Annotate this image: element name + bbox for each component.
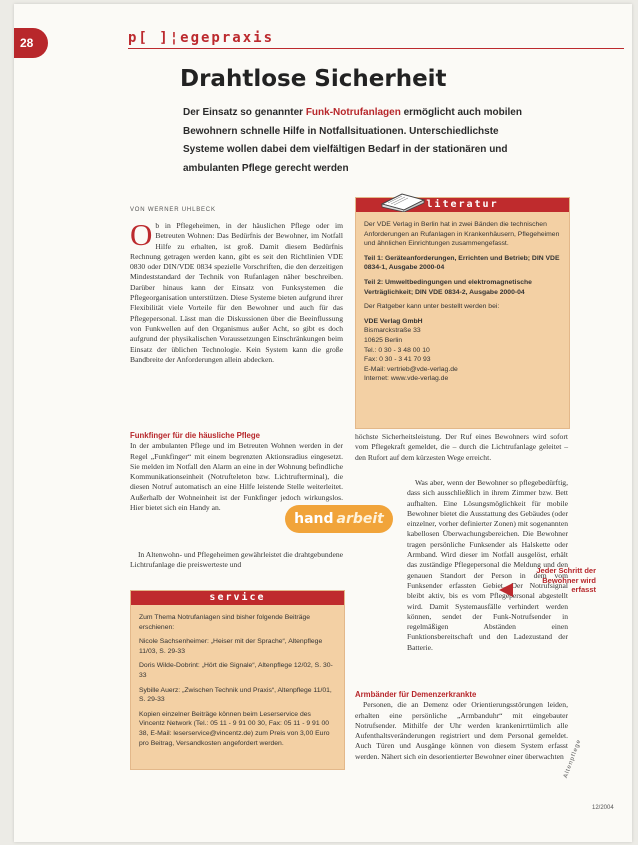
publisher-street: Bismarckstraße 33 [364,327,421,335]
badge-hand: hand [294,511,334,527]
literatur-box-body [364,220,561,384]
literatur-box-heading: literatur [356,198,569,212]
callout-arrow-icon [499,583,513,597]
callout-quote: Jeder Schritt der Bewohner wird erfasst [536,566,596,594]
edition-date: 12/2004 [592,805,614,811]
drop-cap: O [130,217,153,252]
literatur-part-1: Teil 1: Geräteanforderungen, Errichten und Betrieb; DIN VDE 0834-1, Ausgabe 2000-04 [364,254,560,272]
service-box-body [139,613,336,753]
book-icon [380,186,426,212]
publisher-web: Internet: www.vde-verlag.de [364,375,449,383]
paragraph-intro: b in Pflegeheimen, in der häuslichen Pflege oder im Betreuten Wohnen: Das Bedürfnis der Bewohner, im Notfall Hilfe zu erhalten, ist groß. Damit diesem Bedürfnis Rechnung getragen werden kann, gibt es seit den Richtlinien VDE 0830 oder DIN/VDE 0834 spezielle Vorschriften, die den derzeitigen Mindeststandard der Technik von Rufanlagen näher beschreiben. Darüber hinaus kann der Einsatz von Funksystemen die Pflegeorganisation unterstützen. Diese Systeme bieten aufgrund ihrer Flexibilität viele Vorteile für den Bewohner und auch für das Pflegepersonal. Lässt man die Diskussionen über die Beeinflussung von Funkwellen auf den Organismus außer Acht, so gibt es doch aufgrund der physikalischen Voraussetzungen Einschränkungen beim Einsatz der üblichen Technologie. Kein System kann die große Bandbreite der Anforderungen allein abdecken. [130,221,343,364]
paragraph-sicherheit: höchste Sicherheitsleistung. Der Ruf eines Bewohners wird sofort vom Pflegekraft gemeldet, die – durch die Lichtrufanlage geleitet – den Rufort auf dem kürzesten Wege erreicht. [355,432,568,462]
literatur-box [355,197,570,429]
literatur-order: Der Ratgeber kann unter bestellt werden bei: [364,303,500,311]
service-order-info: Kopien einzelner Beiträge können beim Leserservice des Vincentz Network (Tel.: 05 11 - 9 91 00 30, Fax: 05 11 - 9 91 00 38, E-Mail: leserservice@vincentz.de) zum Preis von 3,00 Euro pro Beitrag, Versandkosten angefordert werden. [139,710,330,747]
paragraph-mobil: Was aber, wenn der Bewohner so pflegebedürftig, dass sich ausschließlich in ihrem Zimmer bzw. Bett aufhalten. Eine Lösungsmöglichkeit für mobile Bewohner bietet die Ausstattung des Gebäudes (oder einzelner, vorher definierter Zonen) mit sogenannten kabellosen Überwachungsbereichen. Die Bewohner tragen persönliche Funksender als Halskette oder Armband. Wird dieser im Notfall ausgelöst, erhält das zuständige Pflegepersonal die Meldung und den genauen Standort der Person in dem vom Funksender erfassten Gebiet. Der Notrufsignal bleibt aktiv, bis es vom Pflegepersonal abgestellt wird. Damit Systemausfälle verhindert werden können, sendet der Funk-Notrufsender in regelmäßigen Abständen einen Funktionsbereitschaft und den Ladezustand der Batterie. [407,478,568,652]
service-box-heading: service [131,591,344,605]
section-rubric: p[ ]¦egepraxis [128,30,275,46]
paragraph-armbaender: Personen, die an Demenz oder Orientierungsstörungen leiden, erhalten eine persönliche „Armbanduhr“ mit eingebauter Notrufsender. Mithilfe der Uhr werden krankenirrtümlich alle Aufenthaltsveränderungen registriert und dem Personal gemeldet. Auch Türen und Ausgänge können von diesem System erfasst werden. Nähert sich ein desorientierter Bewohner einer überwachten [355,700,568,761]
service-ref-3: Sybille Auerz: „Zwischen Technik und Praxis“, Altenpflege 11/01, S. 29-33 [139,686,332,704]
service-intro: Zum Thema Notrufanlagen sind bisher folgende Beiträge erschienen: [139,614,311,631]
left-column-bottom [130,550,343,571]
byline: VON WERNER UHLBECK [130,207,216,213]
left-column-top [130,217,343,365]
paragraph-heime: In Altenwohn- und Pflegeheimen gewährleistet die drahtgebundene Lichtrufanlage die preiswerteste und [130,550,343,570]
literatur-intro: Der VDE Verlag in Berlin hat in zwei Bänden die technischen Anforderungen an Rufanlagen in Krankenhäusern, Pflegeheimen und ähnlichen Einrichtungen zusammengefasst. [364,221,560,248]
edition-stamp: Altenpflege [563,738,583,780]
article-title: Drahtlose Sicherheit [180,66,447,92]
handarbeit-badge [285,505,393,533]
lead-text-rest: ermöglicht auch mobilen Bewohnern schnelle Hilfe in Notfallsituationen. Unterschiedlichste Systeme wollen dabei dem vielfältigen Bedarf in der stationären und ambulanten Pflege gerecht werden [183,107,522,174]
publisher-email: E-Mail: vertrieb@vde-verlag.de [364,365,458,373]
lead-text: Der Einsatz so genannter [183,107,306,118]
publisher-phone: Tel.: 0 30 - 3 48 00 10 [364,346,430,354]
service-box [130,590,345,770]
publisher-fax: Fax: 0 30 - 3 41 70 93 [364,356,431,364]
paragraph-funkfinger: In der ambulanten Pflege und im Betreuten Wohnen werden in der Regel „Funkfinger“ mit einem begrenzten Aktionsradius eingesetzt. Sie melden im Notfall den Alarm an eine in der Wohnung befindliche Kommunikationseinheit (Notrufteleton bzw. Lichtrufterminal), die diesen Notruf automatisch an eine Hilfe leistende Stelle weiterleitet. Außerhalb der Wohneinheit ist der Funkfinger jedoch wirkungslos. Hier bietet sich ein Handy an. [130,441,343,513]
service-ref-1: Nicole Sachsenheimer: „Heiser mit der Sprache“, Altenpflege 11/03, S. 29-33 [139,638,323,655]
service-ref-2: Doris Wilde-Dobrint: „Hört die Signale“, Altenpflege 12/02, S. 30-33 [139,662,333,679]
publisher-city: 10625 Berlin [364,336,403,344]
subhead-armbaender: Armbänder für Demenzerkrankte [355,690,477,699]
publisher-name: VDE Verlag GmbH [364,317,423,325]
header-rule [128,48,624,49]
lead-highlight: Funk-Notrufanlagen [305,107,401,118]
page-number: 28 [14,28,48,58]
literatur-part-2: Teil 2: Umweltbedingungen und elektromagnetische Verträglichkeit; DIN VDE 0834-2, Ausgabe 2000-04 [364,278,532,296]
subhead-funkfinger: Funkfinger für die häusliche Pflege [130,431,260,440]
right-column-top [355,432,568,463]
article-lead [183,104,533,178]
right-column-bottom [355,690,568,762]
badge-arbeit: arbeit [336,511,384,527]
left-column-mid [130,431,343,513]
